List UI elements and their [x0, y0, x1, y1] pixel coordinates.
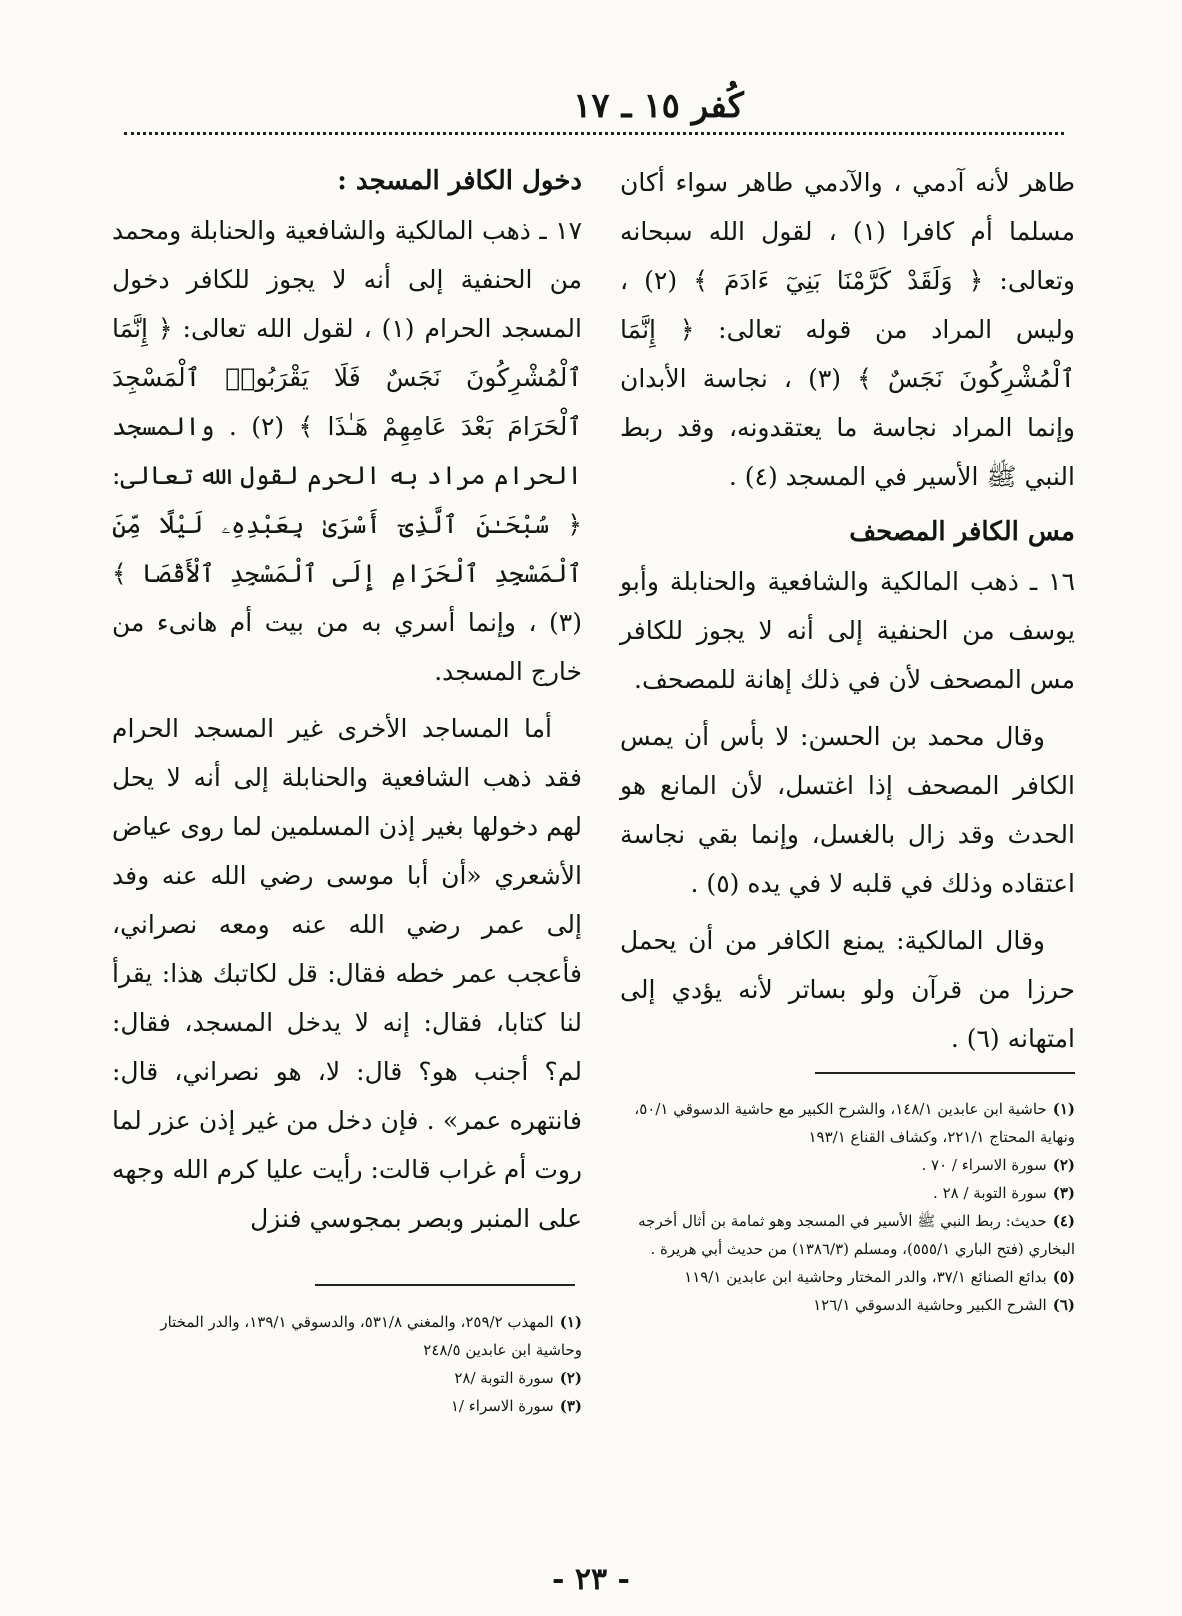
page-number: - ٢٣ -	[551, 1562, 631, 1597]
footnote: (٤)حديث: ربط النبي ﷺ الأسير في المسجد وهو ثمامة بن أثال أخرجه البخاري (فتح الباري ٥٥٥/١)، ومسلم (١٣٨٦/٣) من حديث أبي هريرة .	[638, 1212, 1075, 1258]
left-paragraph-1: ١٧ ـ ذهب المالكية والشافعية والحنابلة ومحمد من الحنفية إلى أنه لا يجوز للكافر دخول المسجد الحرام (١) ، لقول الله تعالى: ﴿ إِنَّمَا ٱلْمُشْرِكُونَ نَجَسٌ فَلَا يَقْرَبُوا۟ ٱلْمَسْجِدَ ٱلْحَرَامَ بَعْدَ عَامِهِمْ هَـٰذَا ﴾ (٢) . والمسجد الحرام مراد به الحرم لقول الله تعالى: ﴿ سُبْحَـٰنَ ٱلَّذِىٓ أَسْرَىٰ بِعَبْدِهِۦ لَيْلًا مِّنَ ٱلْمَسْجِدِ ٱلْحَرَامِ إِلَى ٱلْمَسْجِدِ ٱلْأَقْصَا ﴾ (٣) ، وإنما أسري به من بيت أم هانىء من خارج المسجد.	[112, 216, 582, 686]
left-paragraph-2: أما المساجد الأخرى غير المسجد الحرام فقد ذهب الشافعية والحنابلة إلى أنه لا يحل لهم دخولها بغير إذن المسلمين لما روى عياض الأشعري «أن أبا موسى رضي الله عنه وفد إلى عمر رضي الله عنه ومعه نصراني، فأعجب عمر خطه فقال: قل لكاتبك هذا: يقرأ لنا كتابا، فقال: إنه لا يدخل المسجد، فقال: لم؟ أجنب هو؟ قال: لا، هو نصراني، قال: فانتهره عمر» . فإن دخل من غير إذن عزر لما روت أم غراب قالت: رأيت عليا كرم الله وجهه على المنبر وبصر بمجوسي فنزل	[112, 714, 582, 1233]
footnote: (٥)بدائع الصنائع ٣٧/١، والدر المختار وحاشية ابن عابدين ١١٩/١	[684, 1268, 1075, 1286]
footnote-separator-right	[815, 1072, 1075, 1074]
footnote: (٦)الشرح الكبير وحاشية الدسوقي ١٢٦/١	[813, 1296, 1075, 1314]
footnote: (١)حاشية ابن عابدين ١٤٨/١، والشرح الكبير مع حاشية الدسوقي ٥٠/١، ونهاية المحتاج ٢٢١/١، وكشاف القناع ١٩٣/١	[634, 1100, 1075, 1146]
section-heading-quran-touch: مس الكافر المصحف	[849, 517, 1075, 547]
section-heading-mosque-entry: دخول الكافر المسجد :	[337, 166, 582, 196]
footnote: (٢)سورة التوبة /٢٨	[454, 1369, 582, 1387]
footnote: (٣)سورة الاسراء /١	[450, 1397, 582, 1415]
right-paragraph-1: طاهر لأنه آدمي ، والآدمي طاهر سواء أكان مسلما أم كافرا (١) ، لقول الله سبحانه وتعالى: ﴿ وَلَقَدْ كَرَّمْنَا بَنِيٓ ءَادَمَ ﴾ (٢) ، وليس المراد من قوله تعالى: ﴿ إِنَّمَا ٱلْمُشْرِكُونَ نَجَسٌ ﴾ (٣) ، نجاسة الأبدان وإنما المراد نجاسة ما يعتقدونه، وقد ربط النبي ﷺ الأسير في المسجد (٤) .	[620, 168, 1075, 491]
footnotes-left	[112, 1308, 582, 1420]
right-paragraph-2: ١٦ ـ ذهب المالكية والشافعية والحنابلة وأبو يوسف من الحنفية إلى أنه لا يجوز للكافر مس المصحف لأن في ذلك إهانة للمصحف.	[620, 567, 1075, 694]
header-dotted-rule	[124, 132, 1064, 135]
page-header-title: كُفر ١٥ ـ ١٧	[573, 86, 744, 126]
right-paragraph-4: وقال المالكية: يمنع الكافر من أن يحمل حرزا من قرآن ولو بساتر لأنه يؤدي إلى امتهانه (٦) .	[620, 926, 1075, 1053]
right-paragraph-3: وقال محمد بن الحسن: لا بأس أن يمس الكافر المصحف إذا اغتسل، لأن المانع هو الحدث وقد زال بالغسل، وإنما بقي نجاسة اعتقاده وذلك في قلبه لا في يده (٥) .	[620, 722, 1075, 898]
left-column	[112, 158, 582, 1251]
footnote: (٢)سورة الاسراء / ٧٠ .	[921, 1156, 1075, 1174]
footnotes-right	[625, 1095, 1075, 1319]
footnote-separator-left	[315, 1284, 575, 1286]
footnote: (٣)سورة التوبة / ٢٨ .	[933, 1184, 1075, 1202]
footnote: (١)المهذب ٢٥٩/٢، والمغني ٥٣١/٨، والدسوقي ١٣٩/١، والدر المختار وحاشية ابن عابدين ٢٤٨/٥	[160, 1313, 582, 1359]
right-column	[620, 158, 1075, 1071]
